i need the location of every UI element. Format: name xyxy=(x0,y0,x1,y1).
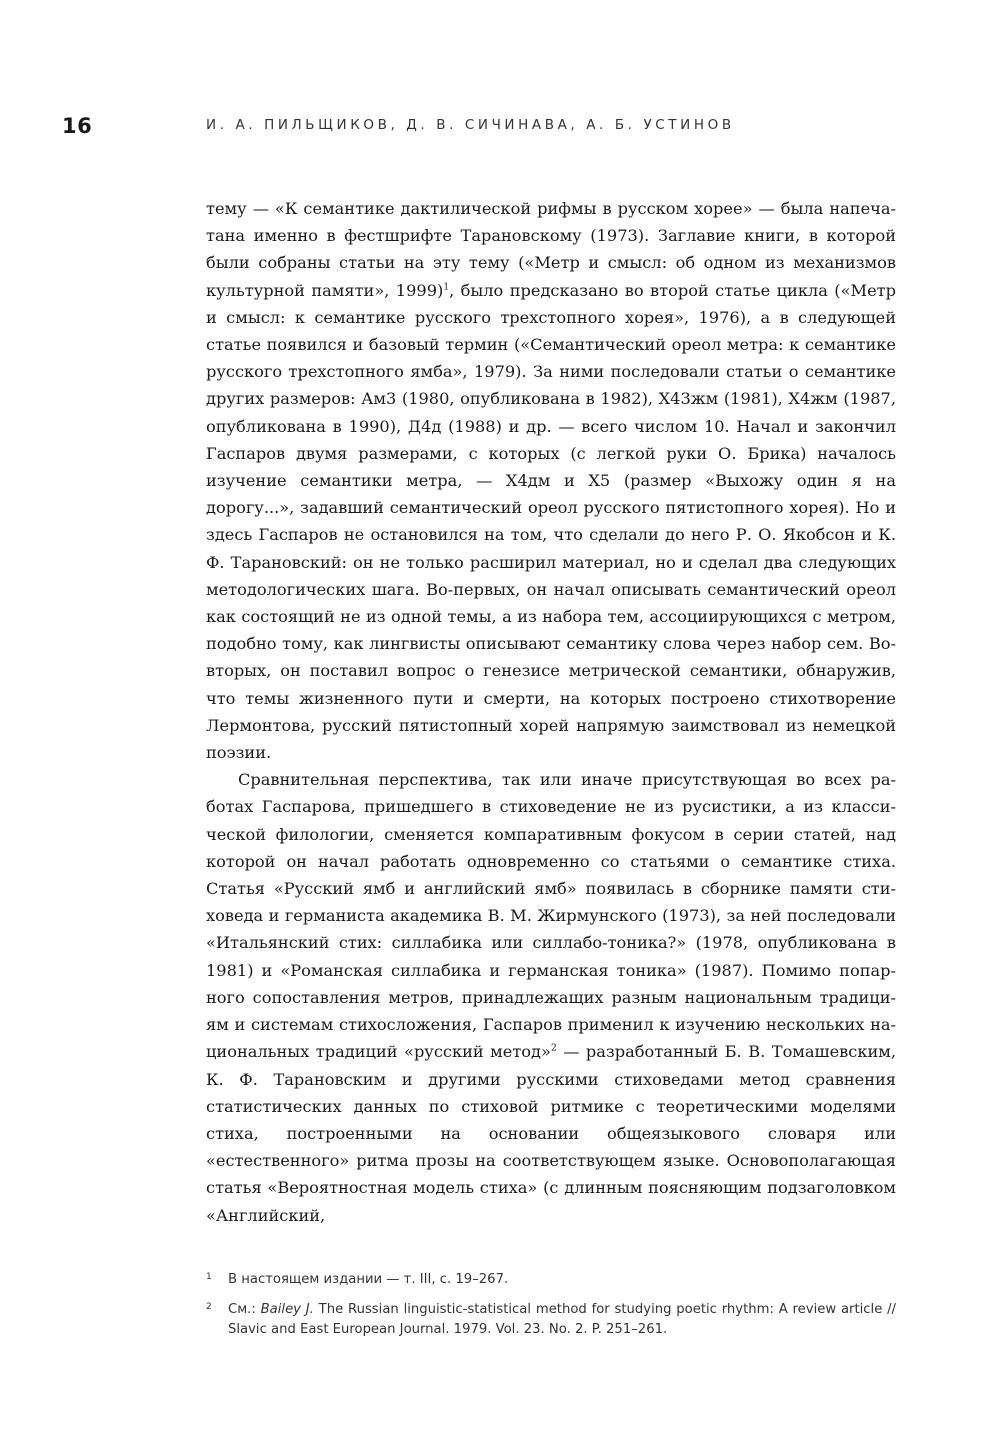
page-number: 16 xyxy=(62,114,93,138)
footnote-ref-1: 1 xyxy=(443,282,450,293)
main-text xyxy=(206,195,896,1229)
footnote-1 xyxy=(206,1270,896,1290)
paragraph-1-text-b: , было предсказано во второй статье цикла («Метр и смысл: к семантике русского трехстопного хорея», 1976), а в следующей статье появился и базовый термин («Семантический ореол метра: к семантике русского трехстопного ямба», 1979). За ними последовали статьи о семантике других размеров: Ам3 (1980, опубликована в 1982), Х43жм (1981), Х4жм (1987, опубликована в 1990), Д4д (1988) и др. — всего числом 10. Начал и закончил Гаспаров двумя размерами, с которых (с легкой руки О. Брика) началось изучение семантики метра, — Х4дм и Х5 (размер «Выхожу один я на дорогу...», задавший семантический ореол русского пятистопного хорея). Но и здесь Гаспаров не остановился на том, что сделали до него Р. О. Якобсон и К. Ф. Тарановский: он не только расширил материал, но и сделал два следующих методологических шага. Во-первых, он начал описывать семантический ореол как состоящий не из одной темы, а из набора тем, ассоциирующихся с метром, подобно тому, как лингвисты описывают семантику слова через набор сем. Во-вторых, он поставил вопрос о генезисе метрической семантики, обнаружив, что темы жизненного пути и смерти, на которых построено стихотворение Лермонтова, русский пятистопный хорей напрямую заимствовал из немецкой поэзии. xyxy=(206,280,896,763)
paragraph-1 xyxy=(206,195,896,766)
paragraph-2 xyxy=(206,766,896,1228)
paragraph-1-text-a: тему — «К семантике дактилической рифмы в русском хорее» — была напечатана именно в фестшрифте Тарановскому (1973). Заглавие книги, в которой были собраны статьи на эту тему («Метр и смысл: об одном из механизмов культурной памяти», 1999) xyxy=(206,199,896,300)
footnote-1-mark: 1 xyxy=(206,1272,212,1282)
paragraph-2-text-b: — разработанный Б. В. Томашевским, К. Ф. Тарановским и другими русскими стиховедами метод сравнения статистических данных по стиховой ритмике с теоретическими моделями стиха, построенными на основании общеязыкового словаря или «естественного» ритма прозы на соответствующем языке. Основополагающая статья «Вероятностная модель стиха» (с длинным поясняющим подзаголовком «Английский, xyxy=(206,1042,897,1225)
footnote-2-author: Bailey J. xyxy=(260,1302,314,1317)
footnotes xyxy=(206,1270,896,1350)
running-head-authors: И. А. ПИЛЬЩИКОВ, Д. В. СИЧИНАВА, А. Б. УСТИНОВ xyxy=(206,117,735,133)
footnote-2 xyxy=(206,1300,896,1340)
paragraph-2-text-a: Сравнительная перспектива, так или иначе присутствующая во всех работах Гаспарова, пришедшего в стиховедение не из русистики, а из классической филологии, сменяется компаративным фокусом в серии статей, над которой он начал работать одновременно со статьями о семантике стиха. Статья «Русский ямб и английский ямб» появилась в сборнике памяти стихoведа и германиста академика В. М. Жирмунского (1973), за ней последовали «Итальянский стих: силлабика или силлабо-тоника?» (1978, опубликована в 1981) и «Романская силлабика и германская тоника» (1987). Помимо попарного сопоставления метров, принадлежащих разным национальным традициям и системам стихосложения, Гаспаров применил к изучению нескольких национальных традиций «русский метод» xyxy=(206,770,896,1062)
footnote-2-mark: 2 xyxy=(206,1302,212,1312)
footnote-1-text: В настоящем издании — т. III, с. 19–267. xyxy=(228,1272,509,1287)
footnote-2-text: The Russian linguistic-statistical method for studying poetic rhythm: A review article // Slavic and East European Journal. 1979. Vol. 23. No. 2. P. 251–261. xyxy=(228,1302,897,1337)
footnote-2-prefix: См.: xyxy=(228,1302,261,1317)
footnote-ref-2: 2 xyxy=(550,1043,557,1054)
